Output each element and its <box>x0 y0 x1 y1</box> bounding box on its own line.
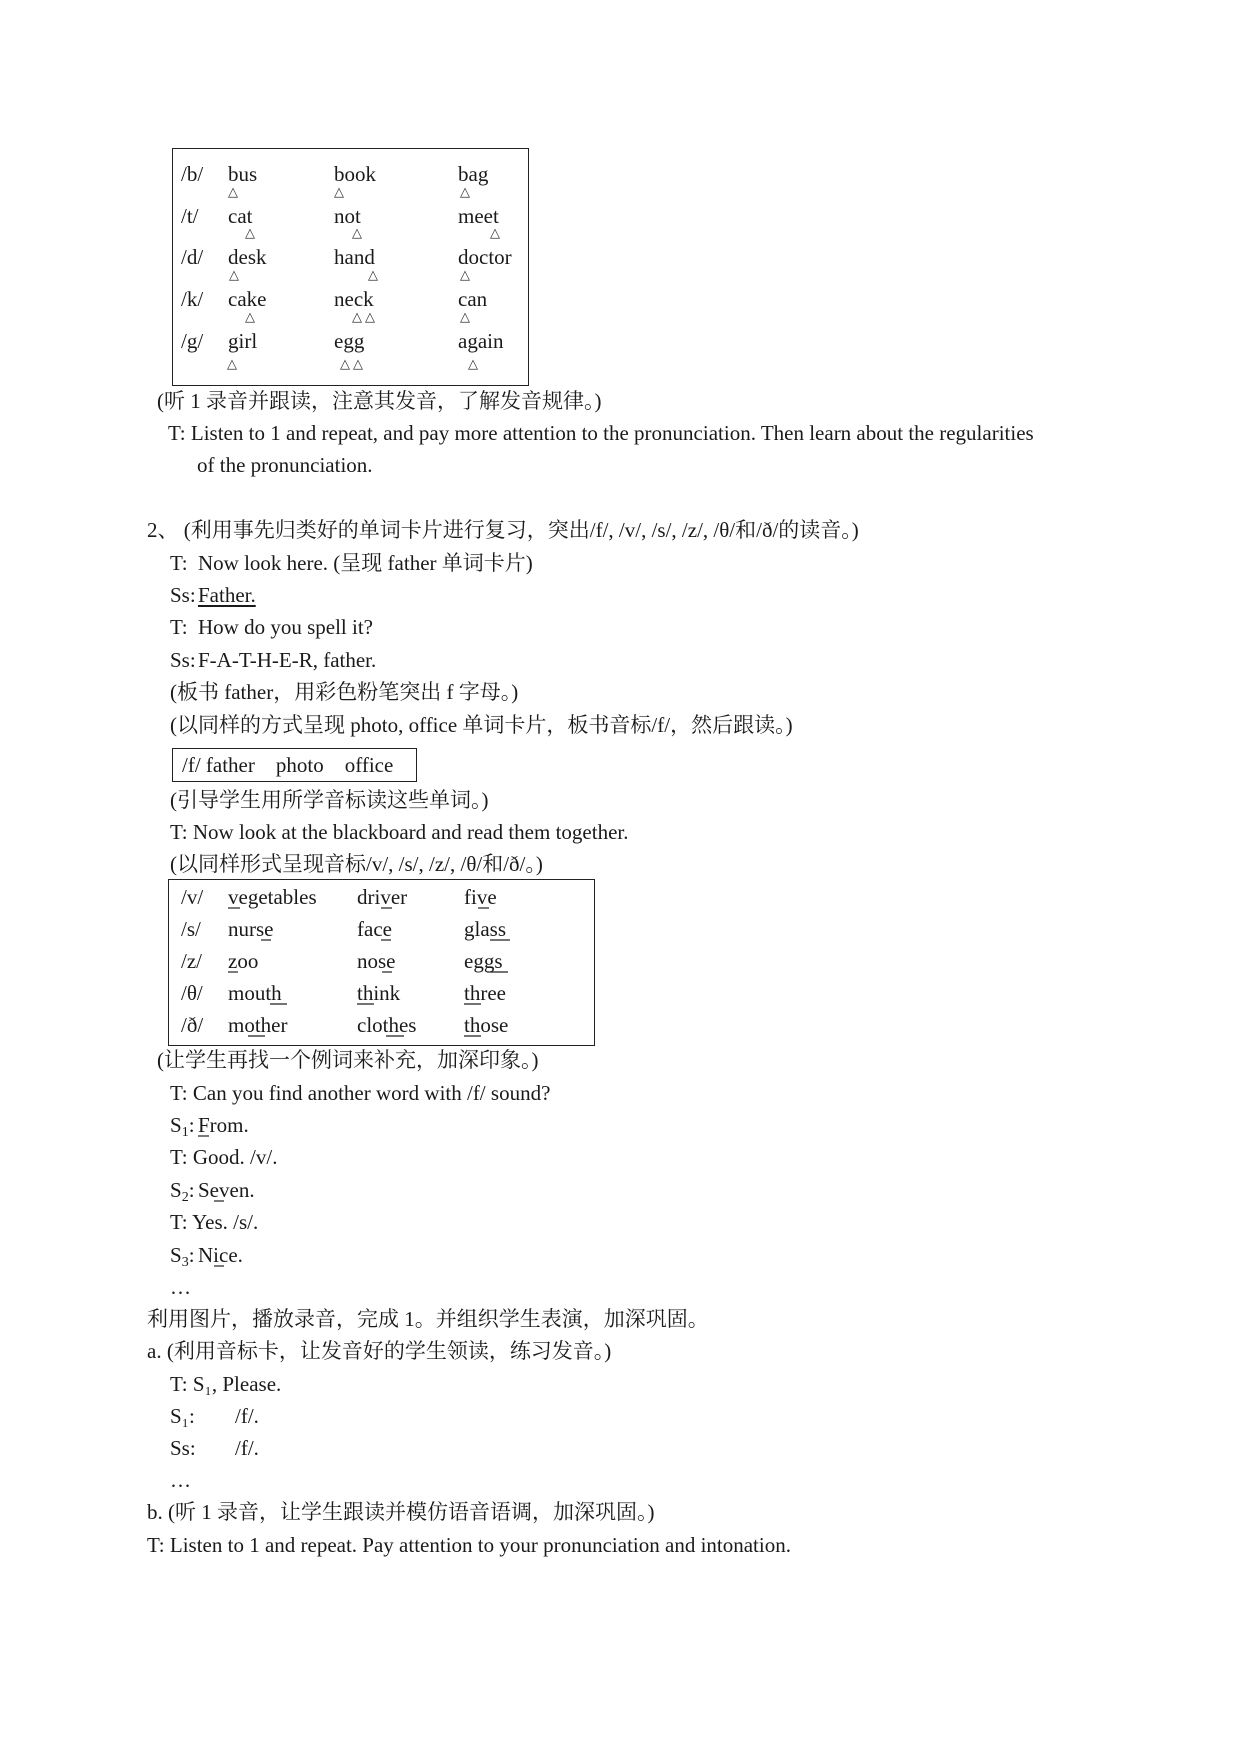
word-three: three <box>464 981 506 1005</box>
class-label: Ss: <box>170 1436 196 1460</box>
student-3-label: $S_3$: <box>170 1243 195 1270</box>
final-instruction: T: Listen to 1 and repeat. Pay attention to your pronunciation and intonation. <box>147 1533 791 1557</box>
word-nurse: nurse <box>228 917 274 941</box>
dialogue-speaker: T: <box>170 615 188 639</box>
stress-marker: △ <box>460 310 470 325</box>
student-2-label: $S_2$: <box>170 1178 195 1205</box>
listen-note: (听 1 录音并跟读，注意其发音，了解发音规律。) <box>157 389 602 413</box>
student-1-answer: From. <box>198 1113 249 1137</box>
teacher-instruction: T: Listen to 1 and repeat, and pay more attention to the pronunciation. Then learn about the regularities <box>168 421 1034 445</box>
stress-marker: △ <box>460 268 470 283</box>
word-bus: bus <box>228 162 258 186</box>
word-cake: cake <box>228 287 267 311</box>
board-note: (以同样的方式呈现 photo, office 单词卡片，板书音标/f/，然后跟读。) <box>170 713 793 737</box>
word-driver: driver <box>357 885 408 909</box>
student-label: S₁: <box>170 1404 195 1428</box>
word-book: book <box>334 162 376 186</box>
phoneme-b: /b/ <box>181 162 204 186</box>
supplement-note: (让学生再找一个例词来补充，加深印象。) <box>157 1048 539 1072</box>
dialogue-line-text: Father. <box>198 583 256 607</box>
stress-marker: △ <box>229 268 239 283</box>
dialogue-line: Now look here. (呈现 father 单词卡片) <box>198 551 533 575</box>
phoneme-eth: /ð/ <box>181 1013 204 1037</box>
phoneme-theta: /θ/ <box>181 981 203 1005</box>
stress-marker: △ <box>334 185 344 200</box>
word-mother: mother <box>228 1013 288 1037</box>
stress-marker: △ <box>353 357 363 372</box>
activity-paragraph: 利用图片，播放录音，完成 1。并组织学生表演，加深巩固。 <box>147 1307 709 1331</box>
word-face: face <box>357 917 392 941</box>
phoneme-k: /k/ <box>181 287 204 311</box>
word-egg: egg <box>334 329 365 353</box>
stress-marker: △ <box>352 226 362 241</box>
stress-marker: △ <box>228 185 238 200</box>
step-a: a. (利用音标卡，让发音好的学生领读，练习发音。) <box>147 1339 612 1363</box>
teacher-question: T: Can you find another word with /f/ sound? <box>170 1081 551 1105</box>
word-can: can <box>458 287 488 311</box>
stress-marker: △ <box>245 310 255 325</box>
step-b: b. (听 1 录音，让学生跟读并模仿语音语调，加深巩固。) <box>147 1500 655 1524</box>
teacher-call: T: S₁, Please. <box>170 1372 282 1396</box>
word-bag: bag <box>458 162 489 186</box>
word-girl: girl <box>228 329 258 353</box>
word-meet: meet <box>458 204 499 228</box>
student-3-answer: Nice. <box>198 1243 243 1267</box>
section-2-heading: 2、 (利用事先归类好的单词卡片进行复习，突出/f/, /v/, /s/, /z/, /θ/和/ð/的读音。) <box>147 518 859 542</box>
present-note: (以同样形式呈现音标/v/, /s/, /z/, /θ/和/ð/。) <box>170 852 543 876</box>
stress-marker: △ <box>340 357 350 372</box>
student-phoneme: /f/. <box>235 1404 259 1428</box>
guide-note: (引导学生用所学音标读这些单词。) <box>170 788 489 812</box>
stress-marker: △ <box>227 357 237 372</box>
student-2-answer: Seven. <box>198 1178 255 1202</box>
word-mouth: mouth <box>228 981 282 1005</box>
student-1-label: $S_1$: <box>170 1113 195 1140</box>
ellipsis: … <box>170 1468 191 1492</box>
word-glass: glass <box>464 917 506 941</box>
dialogue-line: F-A-T-H-E-R, father. <box>198 648 377 672</box>
stress-marker: △ <box>460 185 470 200</box>
stress-marker: △ <box>245 226 255 241</box>
word-doctor: doctor <box>458 245 512 269</box>
phoneme-s: /s/ <box>181 917 201 941</box>
word-neck: neck <box>334 287 374 311</box>
phoneme-t: /t/ <box>181 204 199 228</box>
teacher-reply: T: Yes. /s/. <box>170 1210 259 1234</box>
stress-marker: △ <box>468 357 478 372</box>
word-desk: desk <box>228 245 267 269</box>
board-note: (板书 father，用彩色粉笔突出 f 字母。) <box>170 680 519 704</box>
phoneme-z: /z/ <box>181 949 202 973</box>
dialogue-line: How do you spell it? <box>198 615 373 639</box>
stress-marker: △ <box>352 310 362 325</box>
dialogue-speaker: T: <box>170 551 188 575</box>
word-zoo: zoo <box>228 949 259 973</box>
word-think: think <box>357 981 401 1005</box>
word-not: not <box>334 204 361 228</box>
dialogue-speaker: Ss: <box>170 583 196 607</box>
teacher-instruction-cont: of the pronunciation. <box>197 453 373 477</box>
phoneme-g: /g/ <box>181 329 204 353</box>
word-nose: nose <box>357 949 396 973</box>
word-hand: hand <box>334 245 375 269</box>
class-phoneme: /f/. <box>235 1436 259 1460</box>
word-vegetables: vegetables <box>228 885 317 909</box>
ellipsis: … <box>170 1275 191 1299</box>
dialogue-speaker: Ss: <box>170 648 196 672</box>
word-eggs: eggs <box>464 949 503 973</box>
word-those: those <box>464 1013 509 1037</box>
phoneme-v: /v/ <box>181 885 204 909</box>
word-clothes: clothes <box>357 1013 417 1037</box>
stress-marker: △ <box>490 226 500 241</box>
word-cat: cat <box>228 204 253 228</box>
f-word-list: /f/ father photo office <box>182 753 394 777</box>
stress-marker: △ <box>365 310 375 325</box>
stress-marker: △ <box>368 268 378 283</box>
phoneme-d: /d/ <box>181 245 204 269</box>
blackboard-instruction: T: Now look at the blackboard and read them together. <box>170 820 629 844</box>
teacher-reply: T: Good. /v/. <box>170 1145 278 1169</box>
word-five: five <box>464 885 497 909</box>
word-again: again <box>458 329 504 353</box>
